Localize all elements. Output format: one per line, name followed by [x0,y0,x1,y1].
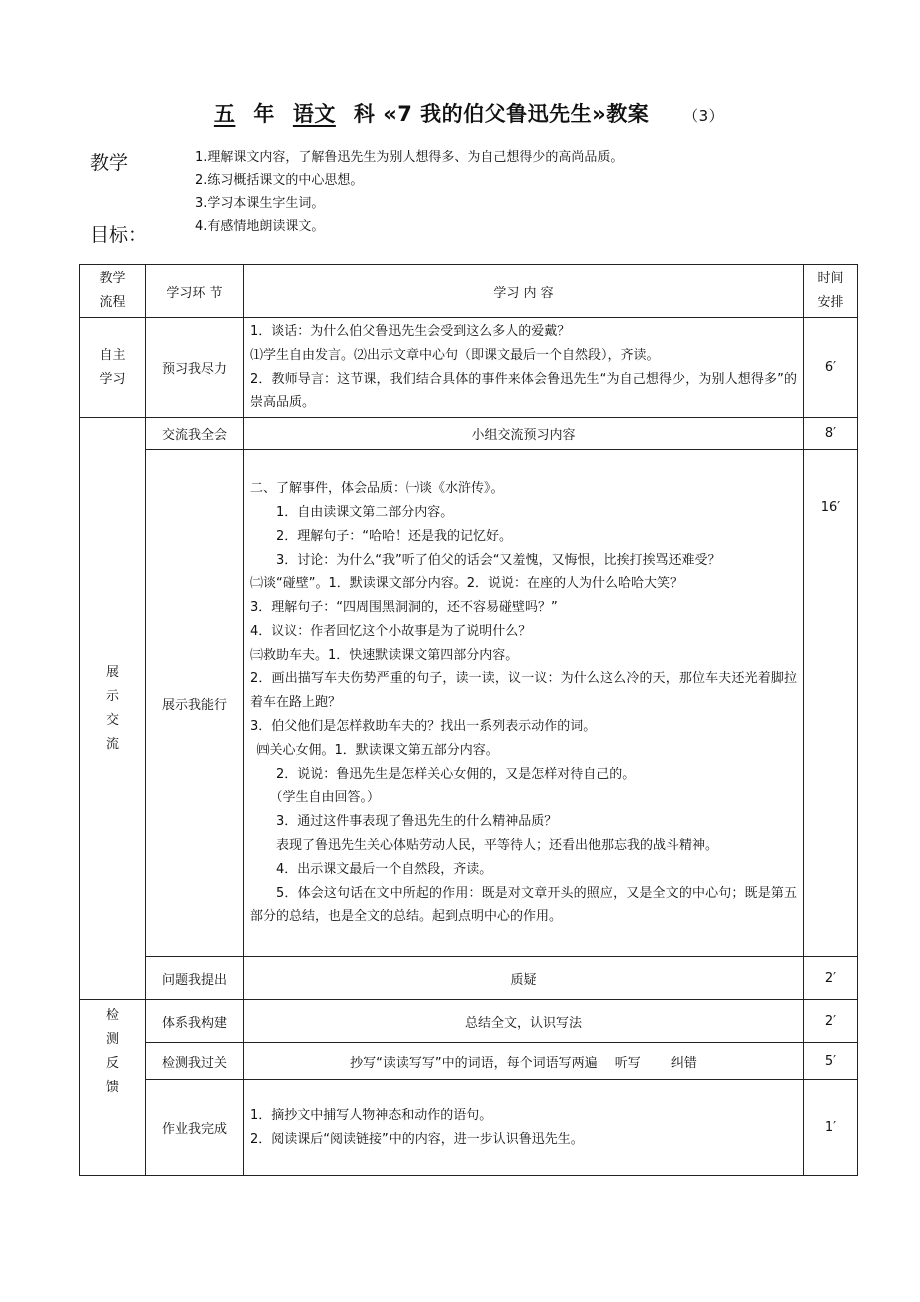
title-number: （3） [683,107,725,125]
table-row-system [80,1000,858,1043]
title-lesson: «7 我的伯父鲁迅先生»教案 [383,102,650,126]
table-row-test [80,1043,858,1080]
title-subject: 语文 [292,102,336,126]
time-show: 16′ [804,450,858,957]
table-row-exchange [80,418,858,450]
title-grade-suffix: 年 [253,102,275,126]
content-show: 二、了解事件，体会品质：㈠谈《水浒传》。 1．自由读课文第二部分内容。 2．理解句子：“哈哈！还是我的记忆好。 3．讨论：为什么“我”听了伯父的话会“又羞愧，又悔恨，比挨打挨骂还难受？ ㈡谈“碰壁”。1．默读课文部分内容。2．说说：在座的人为什么哈哈大笑？ 3．理解句子：“四周围黑洞洞的，还不容易碰壁吗？” 4．议议：作者回忆这个小故事是为了说明什么？ ㈢救助车夫。1．快速默读课文第四部分内容。 2．画出描写车夫伤势严重的句子，读一读，议一议：为什么这么冷的天，那位车夫还光着脚拉着车在路上跑？ 3．伯父他们是怎样救助车夫的？找出一系列表示动作的词。 ㈣关心女佣。1．默读课文第五部分内容。 2．说说：鲁迅先生是怎样关心女佣的，又是怎样对待自己的。 （学生自由回答。） 3．通过这件事表现了鲁迅先生的什么精神品质？ 表现了鲁迅先生关心体贴劳动人民，平等待人；还看出他那忘我的战斗精神。 4．出示课文最后一个自然段，齐读。 5．体会这句话在文中所起的作用：既是对文章开头的照应，又是全文的中心句；既是第五部分的总结，也是全文的总结。起到点明中心的作用。 [244,450,804,957]
section-show-exchange: 展 示 交 流 [80,418,146,1000]
goals-list [195,146,623,238]
table-row-show [80,450,858,957]
time-question: 2′ [804,957,858,1000]
goals-label-part1: 教学 [90,152,129,174]
table-row-homework [80,1080,858,1176]
content-question: 质疑 [244,957,804,1000]
lesson-plan-table [79,264,858,1176]
step-preview: 预习我尽力 [146,318,244,418]
header-process: 教学 流程 [80,265,146,318]
time-system: 2′ [804,1000,858,1043]
title-grade: 五 [213,102,236,126]
step-system: 体系我构建 [146,1000,244,1043]
content-homework: 1．摘抄文中捕写人物神态和动作的语句。 2．阅读课后“阅读链接”中的内容，进一步认识鲁迅先生。 [244,1080,804,1176]
table-header-row [80,265,858,318]
step-question: 问题我提出 [146,957,244,1000]
goal-item: 2.练习概括课文的中心思想。 [195,173,364,188]
header-step: 学习环 节 [146,265,244,318]
time-preview: 6′ [804,318,858,418]
header-time: 时间 安排 [804,265,858,318]
table-row-question [80,957,858,1000]
goal-item: 3.学习本课生字生词。 [195,196,325,211]
section-self-study: 自主 学习 [80,318,146,418]
step-exchange: 交流我全会 [146,418,244,450]
goal-item: 4.有感情地朗读课文。 [195,219,325,234]
content-system: 总结全文，认识写法 [244,1000,804,1043]
time-homework: 1′ [804,1080,858,1176]
time-exchange: 8′ [804,418,858,450]
content-exchange: 小组交流预习内容 [244,418,804,450]
title-subject-suffix: 科 [353,102,376,126]
step-test: 检测我过关 [146,1043,244,1080]
section-check-feedback: 检 测 反 馈 [80,1000,146,1176]
step-homework: 作业我完成 [146,1080,244,1176]
time-test: 5′ [804,1043,858,1080]
content-test: 抄写“读读写写”中的词语，每个词语写两遍 听写 纠错 [244,1043,804,1080]
goals-label-part2: 目标： [90,224,148,246]
content-preview: 1．谈话：为什么伯父鲁迅先生会受到这么多人的爱戴？ ⑴学生自由发言。⑵出示文章中心句（即课文最后一个自然段），齐读。 2．教师导言：这节课，我们结合具体的事件来体会鲁迅先生“为自己想得少，为别人想得多”的崇高品质。 [244,318,804,418]
goal-item: 1.理解课文内容，了解鲁迅先生为别人想得多、为自己想得少的高尚品质。 [195,150,624,165]
lesson-title [0,98,920,128]
step-show: 展示我能行 [146,450,244,957]
header-content: 学习 内 容 [244,265,804,318]
table-row-preview [80,318,858,418]
